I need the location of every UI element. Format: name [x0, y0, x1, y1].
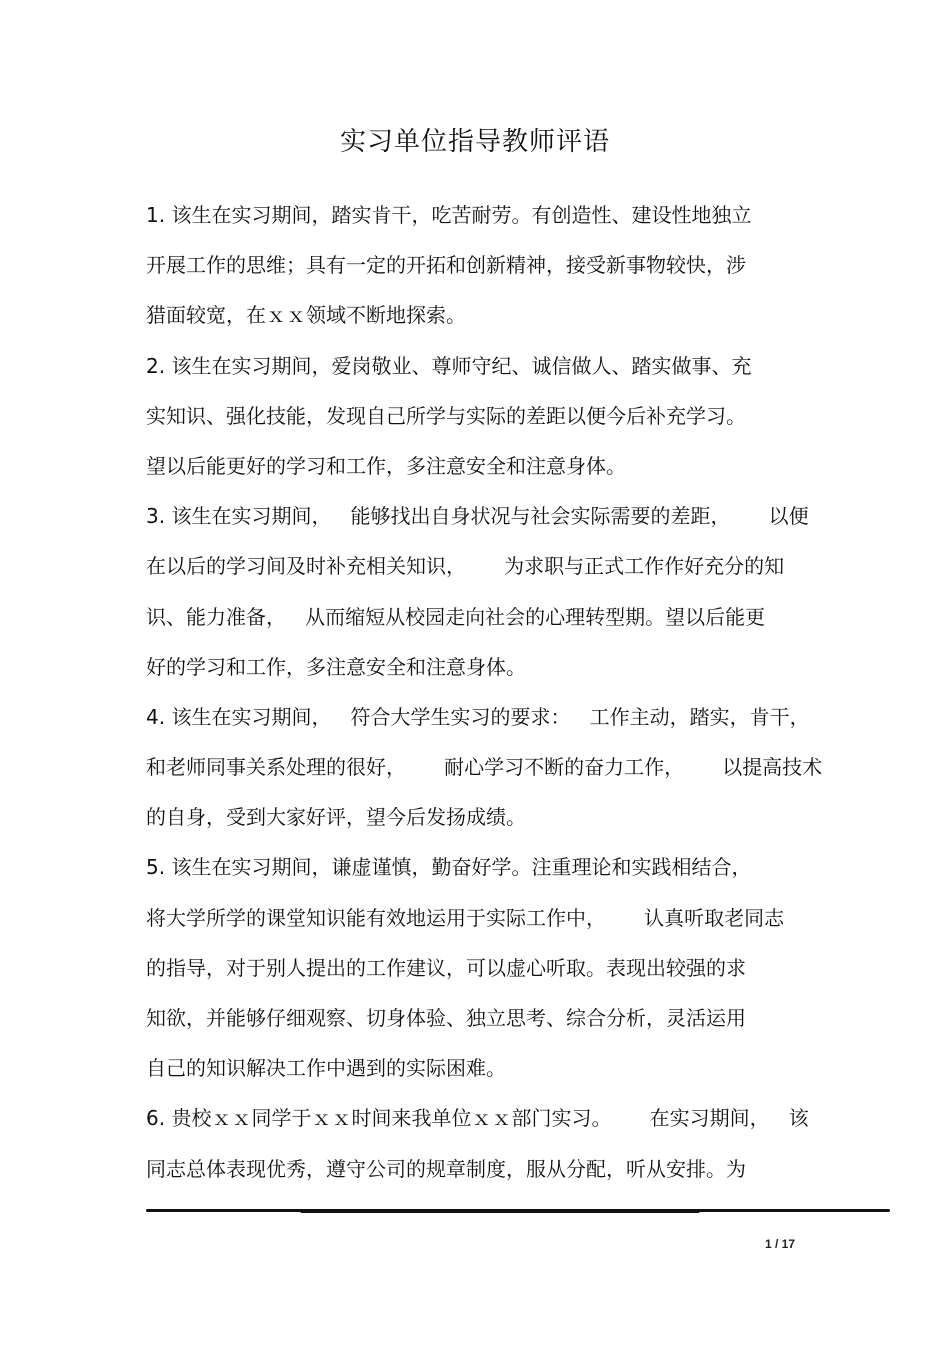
body-line: 4. 该生在实习期间， 符合大学生实习的要求： 工作主动，踏实，肯干， — [146, 704, 810, 729]
body-line: 2. 该生在实习期间，爱岗敬业、尊师守纪、诚信做人、踏实做事、充 — [146, 353, 752, 378]
body-line: 在以后的学习间及时补充相关知识， 为求职与正式工作作好充分的知 — [146, 554, 785, 579]
body-line: 自己的知识解决工作中遇到的实际困难。 — [146, 1056, 506, 1081]
body-line: 好的学习和工作，多注意安全和注意身体。 — [146, 654, 526, 679]
body-line: 3. 该生在实习期间， 能够找出自身状况与社会实际需要的差距， 以便 — [146, 504, 809, 529]
body-line: 知欲，并能够仔细观察、切身体验、独立思考、综合分析，灵活运用 — [146, 1006, 746, 1030]
body-line: 将大学所学的课堂知识能有效地运用于实际工作中， 认真听取老同志 — [146, 905, 785, 930]
body-line: 猎面较宽，在ｘｘ领域不断地探索。 — [146, 303, 466, 328]
footer-divider-thick — [300, 1209, 700, 1213]
body-line: 1. 该生在实习期间，踏实肯干，吃苦耐劳。有创造性、建设性地独立 — [146, 203, 752, 227]
page-number: 1 / 17 — [764, 1237, 796, 1251]
body-line: 的自身，受到大家好评，望今后发扬成绩。 — [146, 805, 526, 830]
body-line: 5. 该生在实习期间，谦虚谨慎，勤奋好学。注重理论和实践相结合， — [146, 855, 752, 880]
document-title: 实习单位指导教师评语 — [339, 127, 610, 157]
body-line: 的指导，对于别人提出的工作建议，可以虚心听取。表现出较强的求 — [146, 955, 746, 980]
body-line: 开展工作的思维；具有一定的开拓和创新精神，接受新事物较快，涉 — [146, 253, 746, 278]
body-line: 识、能力准备， 从而缩短从校园走向社会的心理转型期。望以后能更 — [146, 604, 766, 629]
document-body — [146, 197, 826, 1201]
body-line: 望以后能更好的学习和工作，多注意安全和注意身体。 — [146, 453, 626, 478]
body-line: 同志总体表现优秀，遵守公司的规章制度，服从分配，听从安排。为 — [146, 1156, 746, 1181]
body-line: 6. 贵校ｘｘ同学于ｘｘ时间来我单位ｘｘ部门实习。 在实习期间， 该 — [146, 1106, 809, 1131]
body-line: 实知识、强化技能，发现自己所学与实际的差距以便今后补充学习。 — [146, 403, 746, 428]
body-line: 和老师同事关系处理的很好， 耐心学习不断的奋力工作， 以提高技术 — [146, 755, 823, 780]
